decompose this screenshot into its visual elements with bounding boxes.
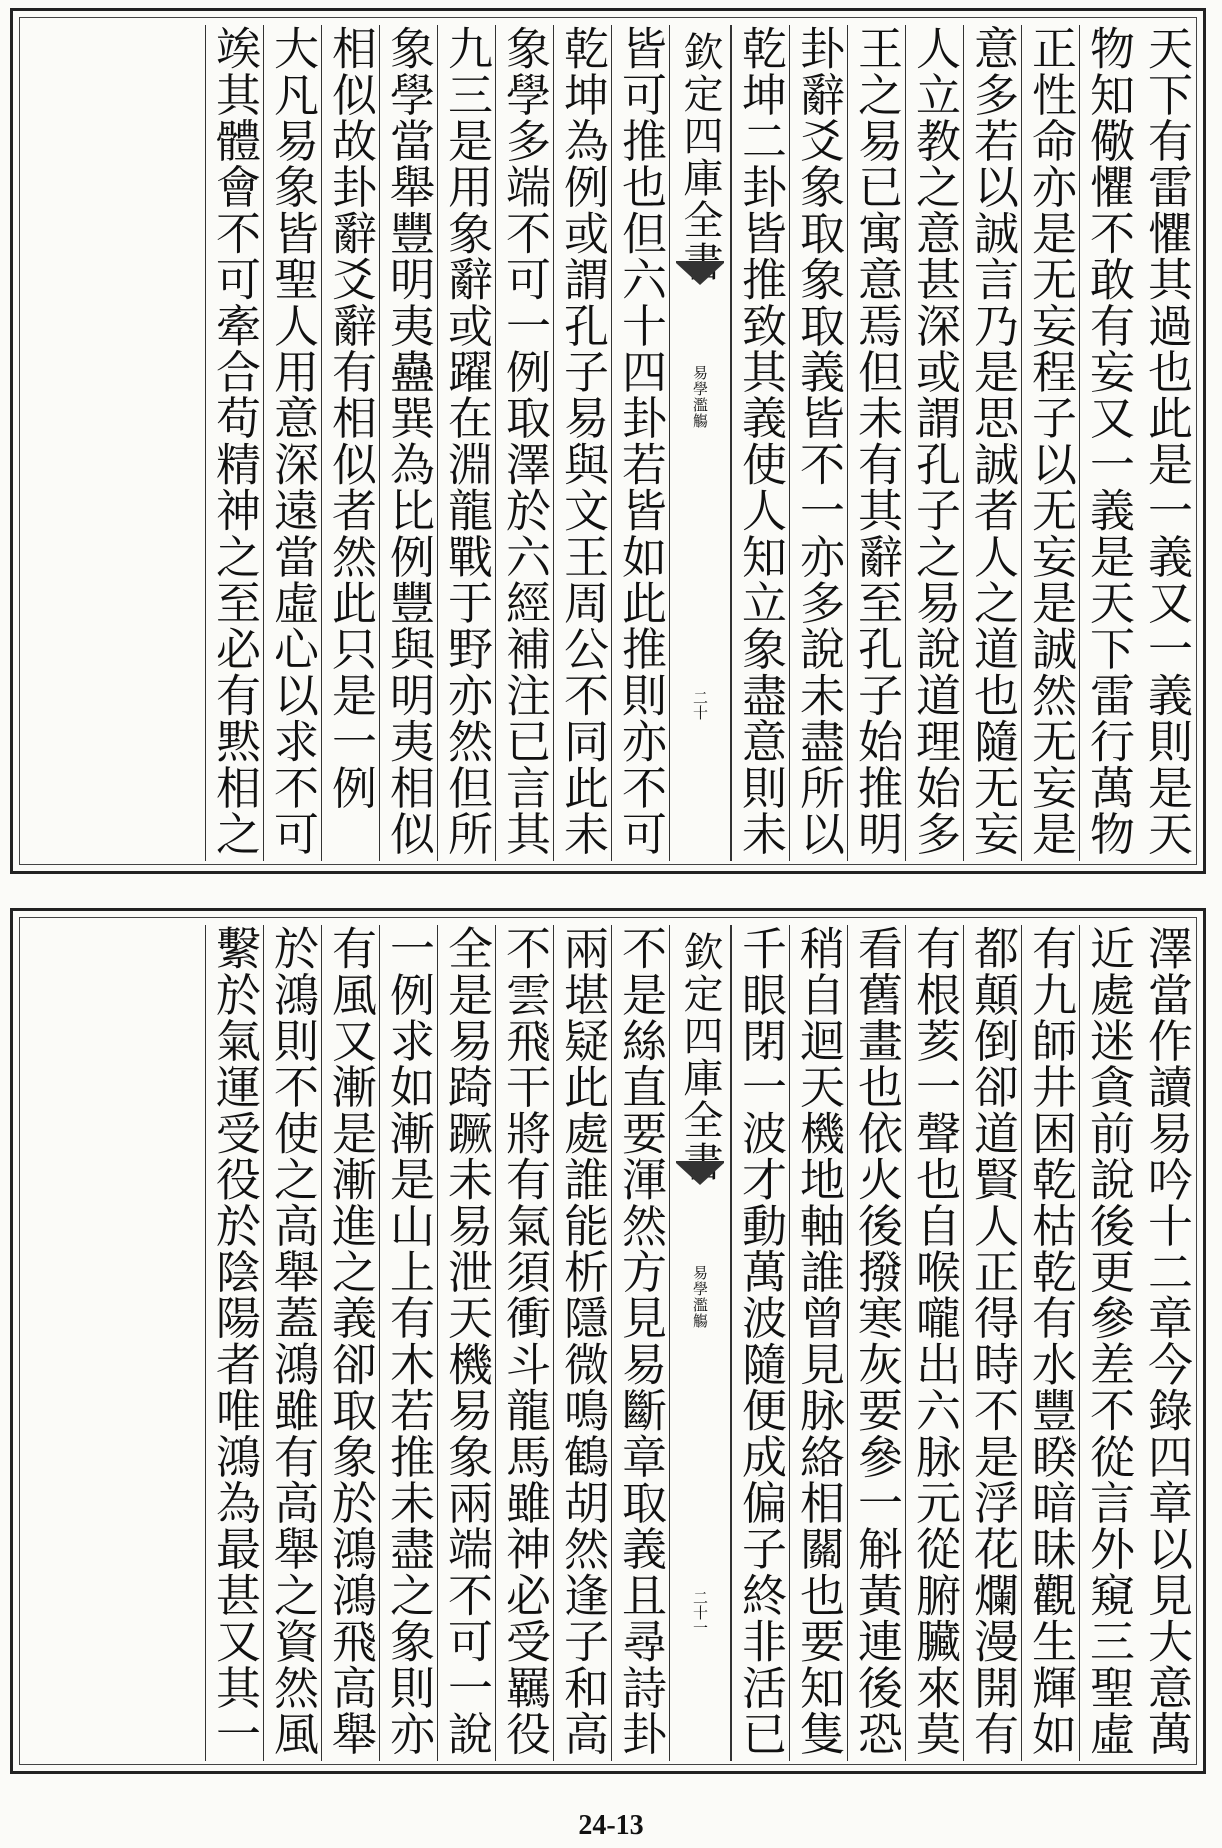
text-column: 王之易已寓意焉但未有其辭至孔子始推明 — [847, 25, 905, 861]
text-column: 不是絲直要渾然方見易斷章取義且尋詩卦 — [611, 925, 669, 1761]
text-column: 正性命亦是无妄程子以无妄是誠然无妄是 — [1021, 25, 1079, 861]
lower-page — [10, 908, 1206, 1774]
text-column: 象學當舉豐明夷蠱巽為比例豐與明夷相似 — [379, 25, 437, 861]
text-column: 於鴻則不使之高舉蓋鴻雖有高舉之資然風 — [263, 925, 321, 1761]
text-column: 乾坤二卦皆推致其義使人知立象盡意則未 — [731, 25, 789, 861]
text-column: 乾坤為例或謂孔子易與文王周公不同此未 — [553, 25, 611, 861]
text-column: 人立教之意甚深或謂孔子之易說道理始多 — [905, 25, 963, 861]
text-column: 天下有雷懼其過也此是一義又一義則是天 — [1140, 25, 1193, 857]
text-column: 繫於氣運受役於陰陽者唯鴻為最甚又其一 — [205, 925, 263, 1761]
text-column: 澤當作讀易吟十二章今錄四章以見大意萬 — [1140, 925, 1193, 1757]
text-column: 九三是用象辭或躍在淵龍戰于野亦然但所 — [437, 25, 495, 861]
fish-tail-mark — [676, 261, 724, 263]
fold-title: 欽定四庫全書 — [677, 931, 723, 1183]
text-column: 千眼閉一波才動萬波隨便成偏子終非活已 — [731, 925, 789, 1761]
text-column: 稍自迴天機地軸誰曾見脉絡相關也要知隻 — [789, 925, 847, 1761]
text-column: 有九師井困乾枯乾有水豐睽暗昧觀生輝如 — [1021, 925, 1079, 1761]
fold-title: 欽定四庫全書 — [677, 31, 723, 283]
text-column: 近處迷貪前說後更參差不從言外窺三聖虛 — [1079, 925, 1137, 1761]
text-column: 卦辭爻象取象取義皆不一亦多說未盡所以 — [789, 25, 847, 861]
text-column: 兩堪疑此處誰能析隱微鳴鶴胡然逢子和高 — [553, 925, 611, 1761]
plate-number: 24-13 — [578, 1810, 644, 1841]
text-column: 有風又漸是漸進之義卻取象於鴻鴻飛高舉 — [321, 925, 379, 1761]
text-column: 物知儆懼不敢有妄又一義是天下雷行萬物 — [1079, 25, 1137, 861]
text-column: 竢其體會不可牽合苟精神之至必有黙相之 — [205, 25, 263, 861]
text-column: 有根荄一聲也自喉嚨出六脉元從腑臟來莫 — [905, 925, 963, 1761]
book-title: 易學濫觴 — [691, 365, 709, 429]
text-column: 象學多端不可一例取澤於六經補注已言其 — [495, 25, 553, 861]
text-column: 大凡易象皆聖人用意深遠當虛心以求不可 — [263, 25, 321, 861]
book-title: 易學濫觴 — [691, 1265, 709, 1329]
folio-number: 二十 — [691, 690, 709, 720]
center-fold — [669, 925, 731, 1761]
folio-number: 二十一 — [691, 1590, 709, 1635]
fish-tail-mark — [676, 1161, 724, 1163]
text-column: 意多若以誠言乃是思誠者人之道也隨无妄 — [963, 25, 1021, 861]
text-column: 都顛倒卻道賢人正得時不是浮花爛漫開有 — [963, 925, 1021, 1761]
text-column: 一例求如漸是山上有木若推未盡之象則亦 — [379, 925, 437, 1761]
text-column: 皆可推也但六十四卦若皆如此推則亦不可 — [611, 25, 669, 861]
text-column: 不雲飛干將有氣須衝斗龍馬雖神必受羈役 — [495, 925, 553, 1761]
text-column: 看舊畫也依火後撥寒灰要參一斛黃連後恐 — [847, 925, 905, 1761]
text-column: 全是易踦蹶未易泄天機易象兩端不可一說 — [437, 925, 495, 1761]
text-column: 相似故卦辭爻辭有相似者然此只是一例 — [321, 25, 379, 861]
center-fold — [669, 25, 731, 861]
upper-page — [10, 8, 1206, 874]
